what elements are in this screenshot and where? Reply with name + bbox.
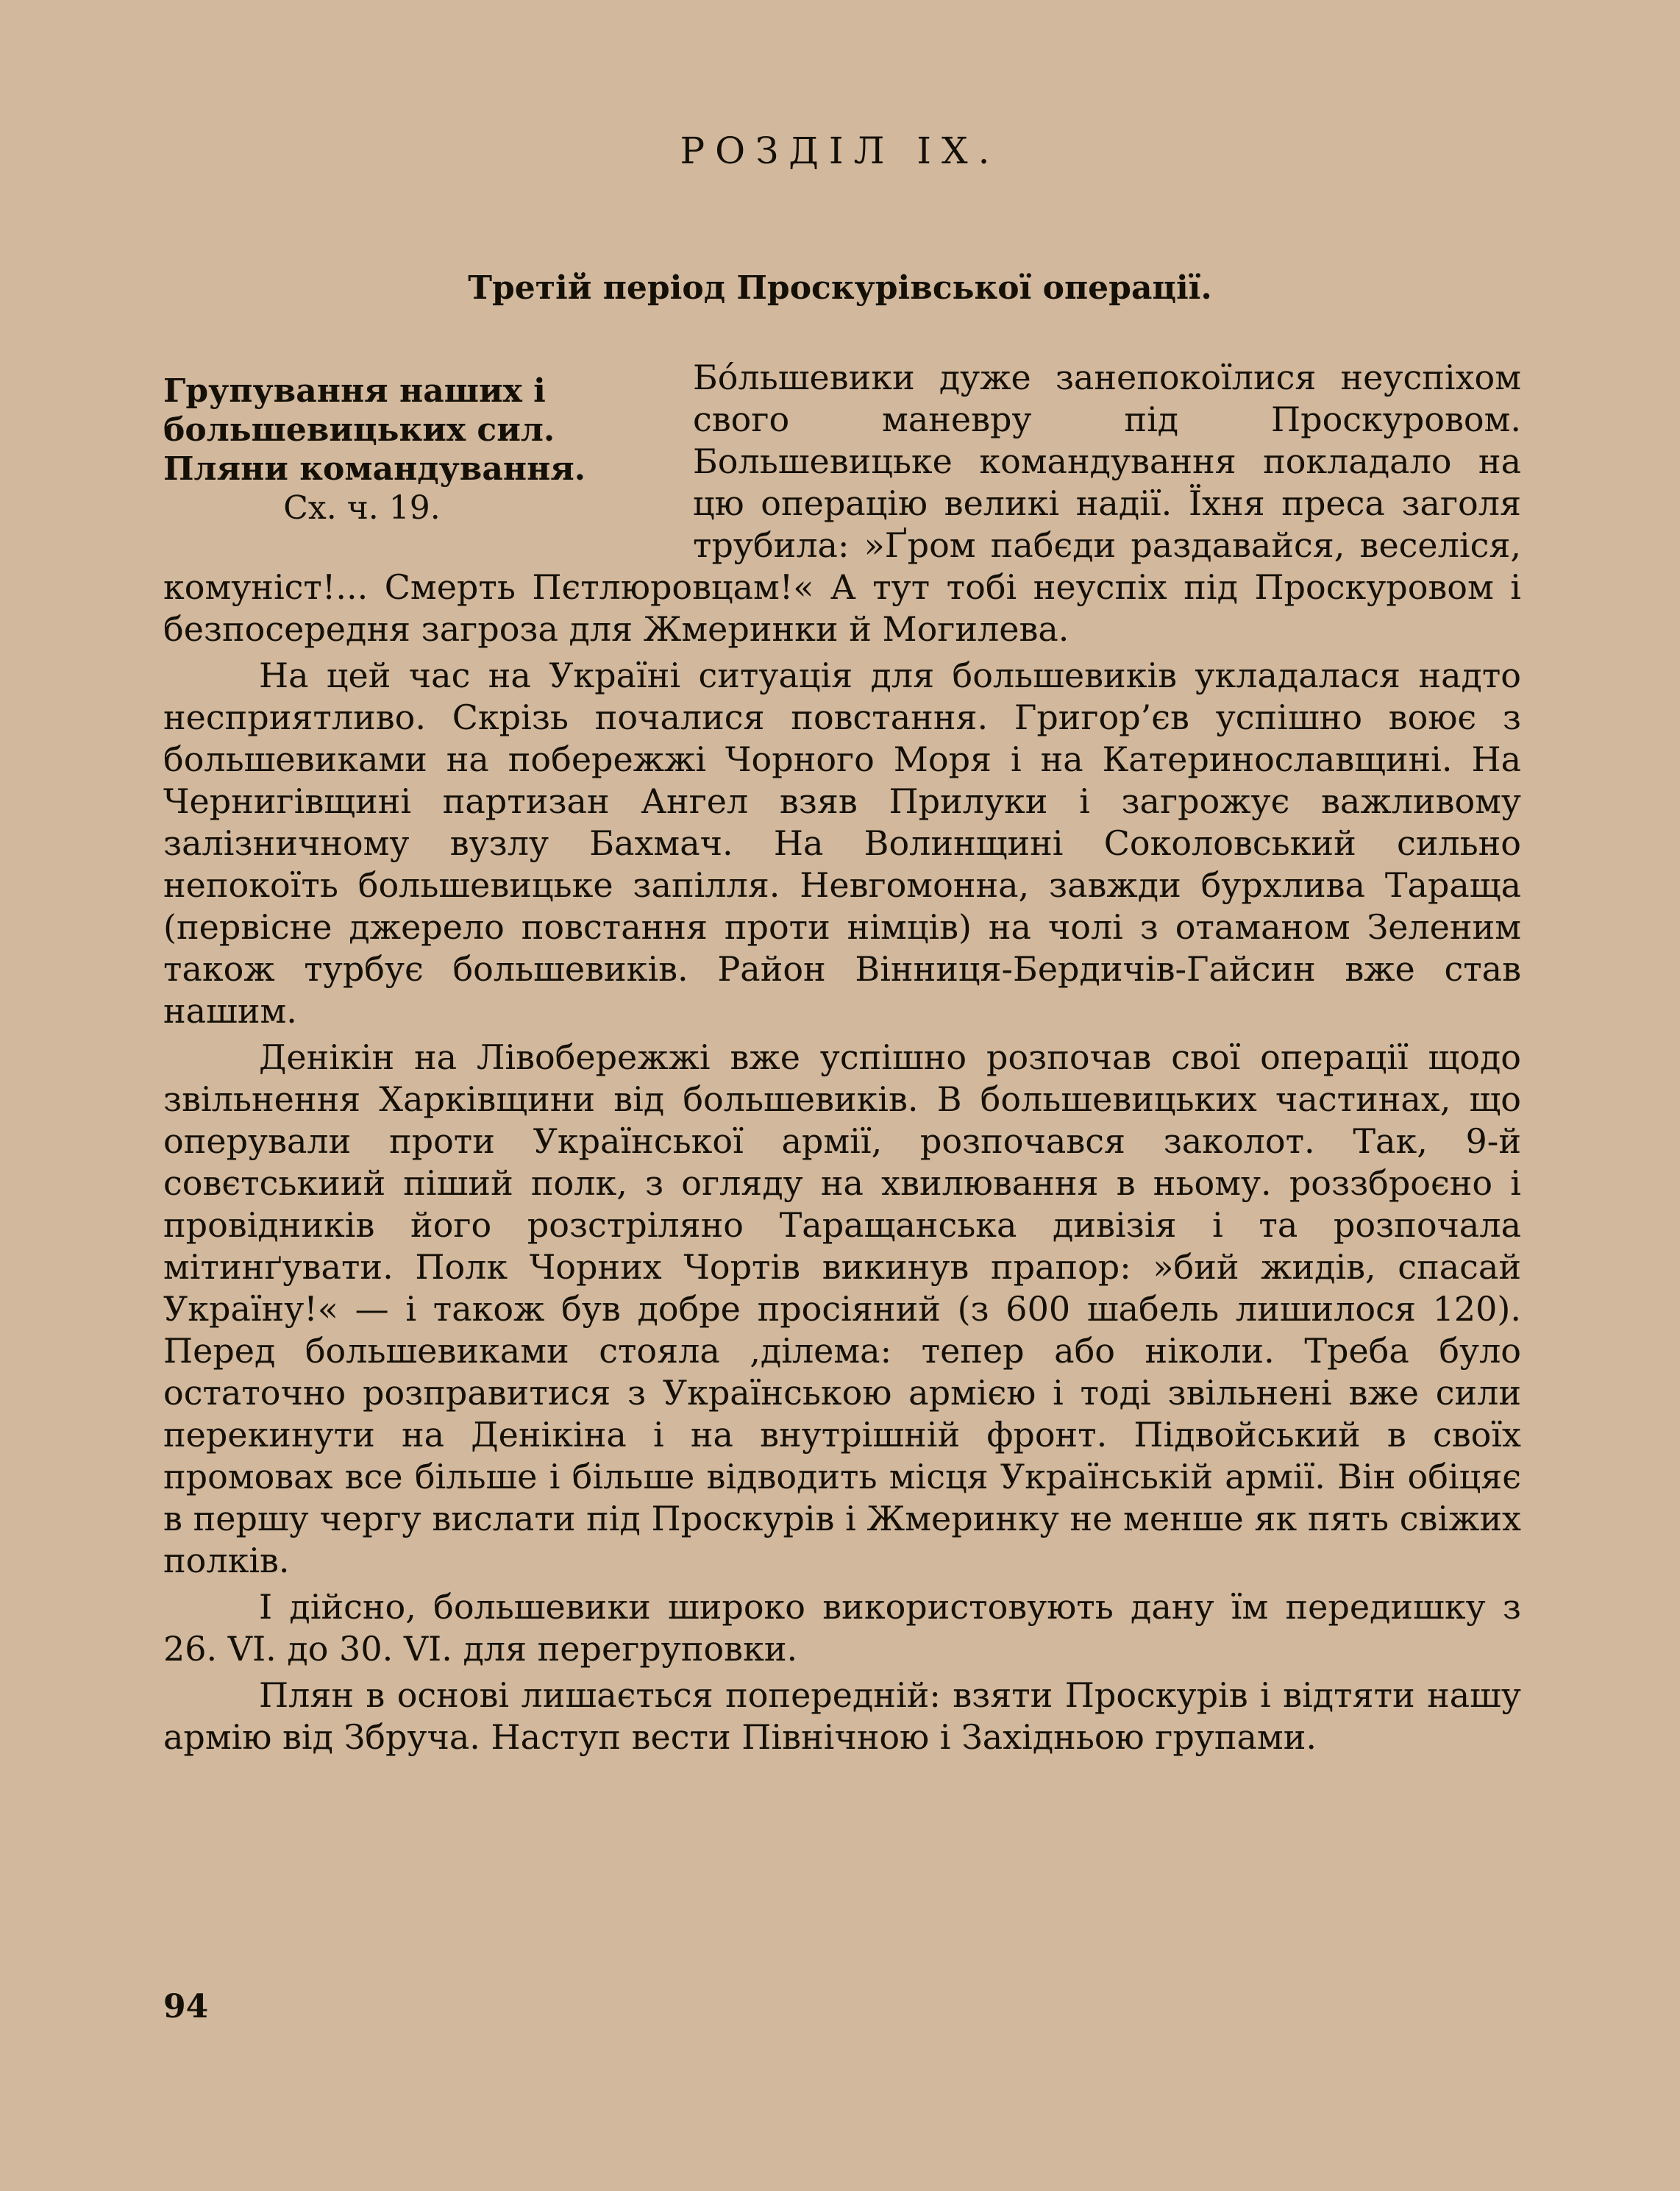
sidenote-line-3: Пляни командування. — [163, 450, 586, 488]
sidenote-line-1: Групування наших і — [163, 372, 546, 410]
paragraph-1: Бо́льшевики дуже занепокоїлися неуспіхом свого маневру під Проскуровом. Большевицьке командування покладало на цю операцію великі надії. Їхня преса заголя трубила: »Ґром пабєди раздавайся, веселіся, комуніст!... Смерть Пєтлюровцам!« А тут тобі неуспіх під Проскуровом і безпосередня загроза для Жмеринки й Могилева. — [163, 358, 1521, 649]
page-number: 94 — [163, 1988, 209, 2025]
paragraph-5: Плян в основі лишається попередній: взяти Проскурів і відтяти нашу армію від Збруча. Наступ вести Північною і Західньою групами. — [163, 1675, 1521, 1757]
section-title: Третій період Проскурівської операції. — [468, 269, 1212, 307]
sidenote-reference: Сх. ч. 19. — [283, 489, 441, 527]
paragraph-3: Денікін на Лівобережжі вже успішно розпочав свої операції щодо звільнення Харківщини від большевиків. В большевицьких частинах, що оперували проти Української армії, розпочався заколот. Так, 9-й совєтськиий піший полк, з огляду на хвилювання в ньому. роззброєно і провідників його розстріляно Таращанська дивізія і та розпочала мітинґувати. Полк Чорних Чортів викинув прапор: »бий жидів, спасай Україну!« — і також був добре просіяний (з 600 шабель лишилося 120). Перед большевиками стояла ,ділема: тепер або ніколи. Треба було остаточно розправитися з Українською армією і тоді звільнені вже сили перекинути на Денікіна і на внутрішній фронт. Підвойський в своїх промовах все більше і більше відводить місця Українській армії. Він обіцяє в першу чергу вислати під Проскурів і Жмеринку не менше як пять свіжих полків. — [163, 1037, 1521, 1580]
sidenote-line-2: большевицьких сил. — [163, 411, 555, 449]
margin-sidenote — [163, 372, 649, 528]
chapter-heading: РОЗДІЛ IX. — [680, 129, 1000, 172]
paragraph-2: На цей час на Україні ситуація для большевиків укладалася надто несприятливо. Скрізь почалися повстання. Григор’єв успішно воює з большевиками на побережжі Чорного Моря і на Катеринославщині. На Чернигівщині партизан Ангел взяв Прилуки і загрожує важливому залізничному вузлу Бахмач. На Волинщині Соколовський сильно непокоїть большевицьке запілля. Невгомонна, завжди бурхлива Таращa (первісне джерело повстання проти німців) на чолі з отаманом Зеленим також турбує большевиків. Район Вінниця-Бердичів-Гайсин вже став нашим. — [163, 656, 1521, 1031]
body-text — [163, 357, 1521, 1763]
paragraph-4: І дійсно, большевики широко використовують дану їм передишку з 26. VI. до 30. VI. для перегруповки. — [163, 1587, 1521, 1669]
